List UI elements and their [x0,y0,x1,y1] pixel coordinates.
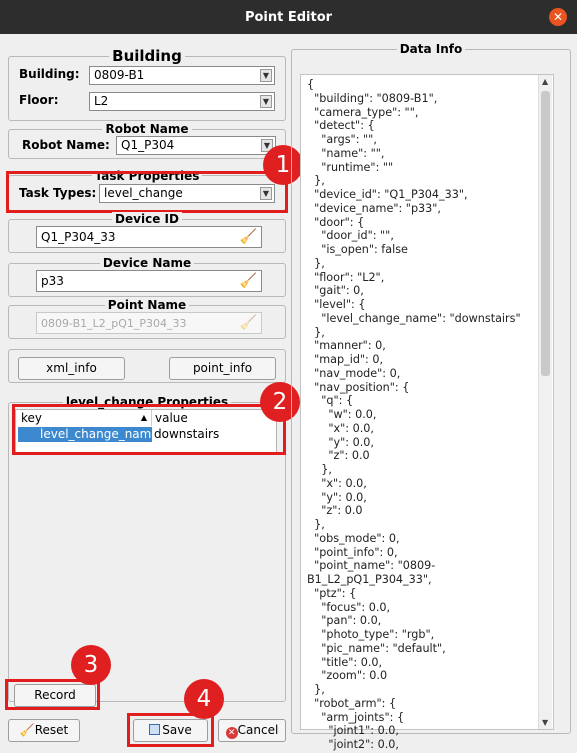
data-info-json-text: { "building": "0809-B1", "camera_type": "", "detect": { "args": "", "name": "", "runtime": "" }, "device_id": "Q1_P304_33", "device_name": "p33", "door": { "door_id": "", "is_open": false }, "floor": "L2", "gait": 0, "level": { "level_change_name": "downstairs" }, "manner": 0, "map_id": 0, "nav_mode": 0, "nav_position": { "q": { "w": 0.0, "x": 0.0, "y": 0.0, "z": 0.0 }, "x": 0.0, "y": 0.0, "z": 0.0 }, "obs_mode": 0, "point_info": 0, "point_name": "0809- B1_L2_pQ1_P304_33", "ptz": { "focus": 0.0, "pan": 0.0, "photo_type": "rgb", "pic_name": "default", "title": 0.0, "zoom": 0.0 }, "robot_arm": { "arm_joints": { "joint1": 0.0, "joint2": 0.0, [307,78,521,751]
building-select-value: 0809-B1 [94,68,145,82]
device-id-input[interactable] [36,226,262,248]
device-name-group [8,256,286,297]
point-name-group-title: Point Name [105,298,189,312]
sort-up-icon: ▲ [140,413,147,422]
table-cell-key[interactable]: level_change_name [18,427,152,442]
task-properties-group-title: Task Properties [92,169,203,183]
broom-clear-icon: 🧹 [239,315,257,331]
window-title: Point Editor [244,9,333,25]
device-name-input[interactable] [36,270,262,292]
robot-name-select[interactable] [116,136,276,155]
annotation-badge-4: 4 [184,679,224,719]
point-editor-window [0,34,577,753]
reset-button-label: Reset [34,723,69,737]
annotation-badge-2: 2 [260,382,300,422]
robot-name-label: Robot Name: [22,138,110,152]
chevron-down-icon: ▼ [260,95,272,108]
broom-reset-icon: 🧹 [19,723,35,737]
device-id-value: Q1_P304_33 [41,230,116,244]
annotation-badge-1: 1 [263,145,303,185]
save-button-label: Save [162,723,192,737]
device-id-group-title: Device ID [112,212,182,226]
robot-name-group-title: Robot Name [102,122,191,136]
broom-clear-icon[interactable]: 🧹 [239,229,257,245]
level-change-properties-title: level_change Properties [63,395,231,409]
floor-select-value: L2 [94,94,109,108]
broom-clear-icon[interactable]: 🧹 [239,273,257,289]
data-info-title: Data Info [397,42,466,56]
point-name-group [8,298,286,339]
annotation-badge-3: 3 [71,645,111,685]
task-types-label: Task Types: [19,186,97,200]
device-name-value: p33 [41,274,64,288]
annotation-box-1 [6,171,288,213]
building-group [8,47,286,121]
column-header-value[interactable]: value [155,411,188,425]
point-name-value: 0809-B1_L2_pQ1_P304_33 [41,317,187,330]
data-info-text-area[interactable] [300,74,554,751]
reset-button[interactable] [8,719,80,742]
robot-name-group [8,122,286,159]
robot-name-select-value: Q1_P304 [121,138,175,152]
building-group-title: Building [109,47,185,65]
cancel-icon: ✕ [226,727,238,739]
task-types-select-value: level_change [104,186,183,200]
floor-label: Floor: [19,93,59,107]
scroll-up-icon[interactable]: ▲ [542,77,549,86]
cancel-button-label: Cancel [237,723,279,737]
scroll-down-icon[interactable]: ▼ [542,718,549,727]
building-select[interactable] [89,66,275,85]
table-cell-value[interactable]: downstairs [154,427,220,441]
data-info-group [291,42,571,751]
annotation-box-2 [12,404,286,455]
device-name-group-title: Device Name [100,256,194,270]
column-header-key-label: key [21,411,43,425]
chevron-down-icon: ▼ [260,69,272,82]
building-label: Building: [19,67,80,81]
record-button[interactable]: Record [14,684,96,707]
cancel-button[interactable] [218,719,286,742]
device-id-group [8,212,286,253]
vertical-scrollbar[interactable] [538,75,552,729]
point-name-input [36,312,262,334]
point-info-button[interactable]: point_info [169,357,276,380]
floor-select[interactable] [89,92,275,111]
chevron-down-icon: ▼ [260,187,272,200]
xml-info-button[interactable]: xml_info [18,357,125,380]
title-bar [0,0,577,34]
chevron-down-icon: ▼ [261,139,273,152]
close-icon[interactable]: ✕ [549,8,567,26]
scrollbar-thumb[interactable] [541,91,550,376]
